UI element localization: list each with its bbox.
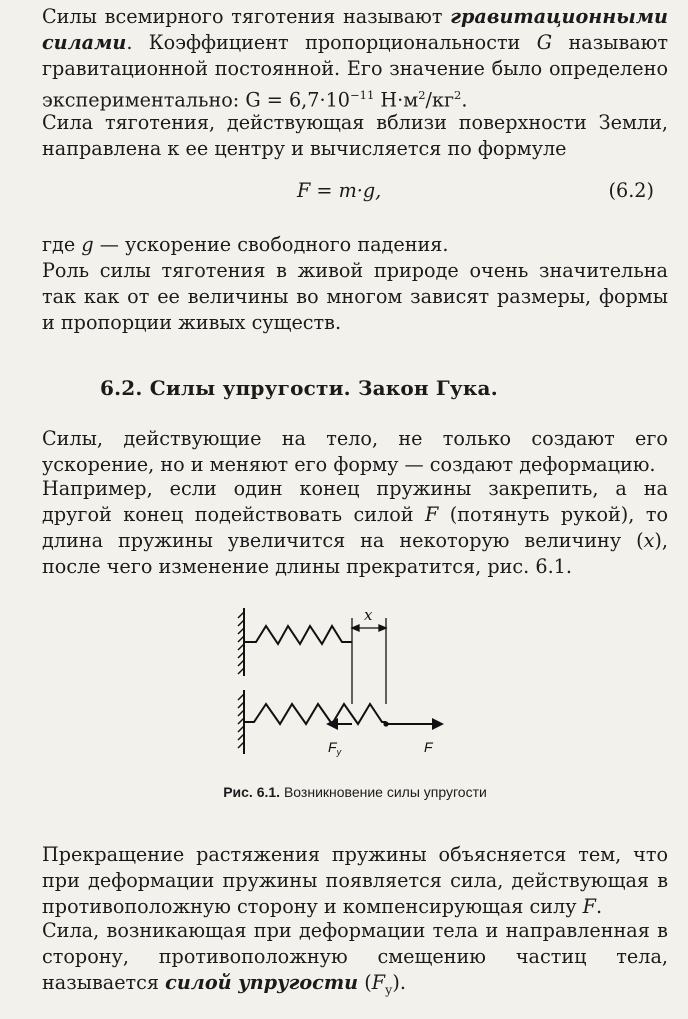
exponent: −11 bbox=[350, 88, 375, 102]
text: где bbox=[42, 233, 82, 256]
paragraph-spring-example bbox=[42, 476, 668, 580]
wall-bottom bbox=[238, 690, 244, 754]
text: Силы всемирного тяготения называют bbox=[42, 5, 451, 28]
label-fy: $F_у$ bbox=[328, 739, 342, 757]
figure-caption bbox=[42, 784, 668, 800]
paragraph-deformation: Силы, действующие на тело, не только создают его ускорение, но и меняют его форму — создают деформацию. bbox=[42, 427, 668, 476]
text: ( bbox=[358, 971, 372, 994]
paragraph-elastic-force-definition bbox=[42, 918, 668, 1003]
text: называют гравитационной постоянной. Его значение было определено экспериментально: bbox=[42, 31, 668, 112]
formula-6-2 bbox=[42, 178, 668, 204]
extension-marker bbox=[352, 618, 386, 704]
g-value: G = 6,7·10 bbox=[245, 88, 351, 112]
spring-unstretched bbox=[244, 626, 352, 644]
figure-spring-diagram bbox=[228, 604, 458, 764]
force-arrow-applied bbox=[383, 718, 444, 730]
text: Сила, возникающая при деформации тела и направленная в сторону, противоположную смещению частиц тела, называется bbox=[42, 919, 668, 994]
subscript: у bbox=[385, 981, 393, 997]
caption-text: Возникновение силы упругости bbox=[280, 784, 487, 800]
text: ), после чего изменение длины прекратится, рис. 6.1. bbox=[42, 529, 668, 578]
section-heading: 6.2. Силы упругости. Закон Гука. bbox=[100, 376, 498, 400]
var-g: g bbox=[81, 233, 94, 256]
var-G: G bbox=[536, 31, 553, 54]
label-f: F bbox=[424, 739, 433, 755]
paragraph-gravity-near-earth: Сила тяготения, действующая вблизи поверхности Земли, направлена к ее центру и вычисляется по формуле bbox=[42, 111, 668, 160]
exponent: 2 bbox=[418, 88, 426, 102]
var-x: x bbox=[643, 529, 655, 552]
text: . Коэффициент пропорциональности bbox=[126, 31, 537, 54]
var-F: F bbox=[424, 503, 439, 526]
text: . bbox=[461, 88, 468, 112]
units: Н·м bbox=[374, 88, 419, 112]
term-gravitational-forces: гравитационными силами bbox=[42, 5, 668, 54]
term-elastic-force: силой упругости bbox=[165, 971, 359, 994]
paragraph-gravitational-forces bbox=[42, 4, 668, 113]
wall-top bbox=[238, 608, 244, 676]
paragraph-stretch-stops bbox=[42, 842, 668, 920]
exponent: 2 bbox=[454, 88, 462, 102]
text: Прекращение растяжения пружины объясняется тем, что при деформации пружины появляется сила, действующая в противоположную сторону и компенсирующая силу bbox=[42, 843, 668, 918]
paragraph-g-definition bbox=[42, 232, 668, 258]
label-x: x bbox=[364, 606, 373, 624]
spring-stretched bbox=[244, 704, 386, 724]
text: Например, если один конец пружины закрепить, а на другой конец подействовать силой bbox=[42, 477, 668, 526]
text: . bbox=[595, 895, 603, 918]
text: ). bbox=[392, 971, 406, 994]
formula-number: (6.2) bbox=[608, 179, 654, 202]
text: (потянуть рукой), то длина пружины увеличится на некоторую величину ( bbox=[42, 503, 668, 552]
var-F: F bbox=[371, 971, 386, 994]
paragraph-role-of-gravity: Роль силы тяготения в живой природе очень значительна так как от ее величины во многом зависят размеры, формы и пропорции живых существ. bbox=[42, 259, 668, 334]
var-F: F bbox=[582, 895, 596, 918]
text: — ускорение свободного падения. bbox=[93, 233, 449, 256]
caption-label: Рис. 6.1. bbox=[223, 784, 281, 800]
units: /кг bbox=[425, 88, 455, 112]
formula-expression: F = m·g, bbox=[297, 179, 382, 202]
